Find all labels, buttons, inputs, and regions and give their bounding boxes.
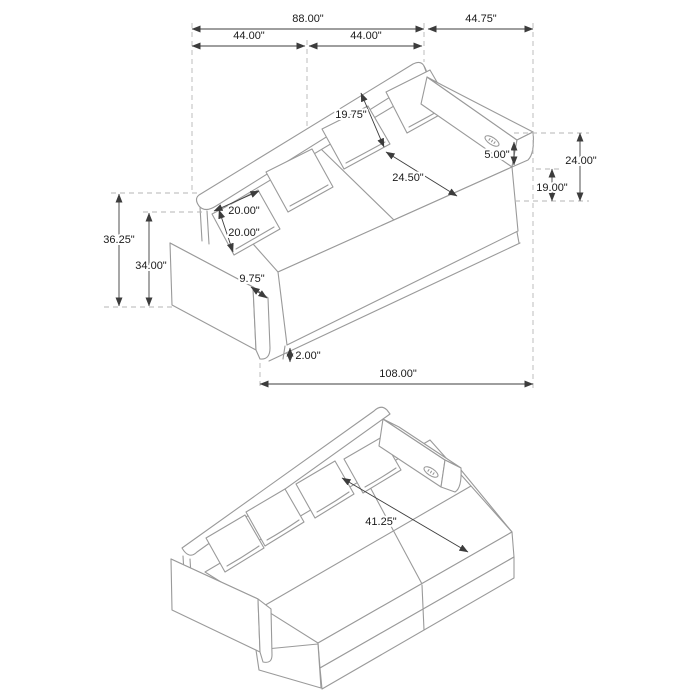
left-armrest — [170, 243, 270, 359]
dim-seat-height-label: 19.00" — [536, 181, 568, 194]
dim-seat-section-right — [309, 30, 422, 46]
dim-overall-width — [192, 13, 424, 29]
bed-right-armrest-front-face — [441, 460, 461, 492]
dim-leg-height-label: 2.00" — [295, 349, 321, 362]
dim-leg-height — [290, 348, 321, 362]
dim-overall-height — [103, 194, 135, 306]
left-armrest-front-face — [253, 287, 270, 359]
dim-armrest-height — [565, 133, 597, 201]
dim-overall-length — [260, 368, 533, 384]
dim-overall-width-label: 88.00" — [292, 12, 324, 25]
dim-pillow-width-label: 20.00" — [228, 204, 260, 217]
dim-armrest-width-label: 9.75" — [239, 272, 265, 285]
left-armrest-outer-face — [170, 243, 256, 350]
dim-seat-depth-label: 24.50" — [392, 171, 424, 184]
sofa-view-bottom — [171, 407, 514, 689]
dim-chaise-depth — [428, 13, 533, 29]
dim-back-height-label: 34.00" — [135, 259, 167, 272]
dim-pillow-height-label: 20.00" — [228, 226, 260, 239]
dim-seat-section-left — [192, 30, 305, 46]
sofa-back-left-edge — [200, 207, 209, 244]
dim-seat-section-right-label: 44.00" — [350, 29, 382, 42]
dim-back-pillow-diagonal-label: 19.75" — [335, 108, 367, 121]
dim-armrest-height-label: 24.00" — [565, 154, 597, 167]
dim-back-height — [135, 213, 167, 306]
bed-left-armrest-front-face — [258, 599, 272, 662]
sofa-view-top — [103, 13, 597, 388]
dim-bed-depth-label: 41.25" — [365, 515, 397, 528]
dim-seat-section-left-label: 44.00" — [233, 29, 265, 42]
dim-chaise-depth-label: 44.75" — [465, 12, 497, 25]
dim-armrest-above-seat-label: 5.00" — [484, 148, 510, 161]
dim-overall-height-label: 36.25" — [103, 233, 135, 246]
dim-seat-height — [536, 169, 568, 201]
dim-overall-length-label: 108.00" — [379, 367, 417, 380]
